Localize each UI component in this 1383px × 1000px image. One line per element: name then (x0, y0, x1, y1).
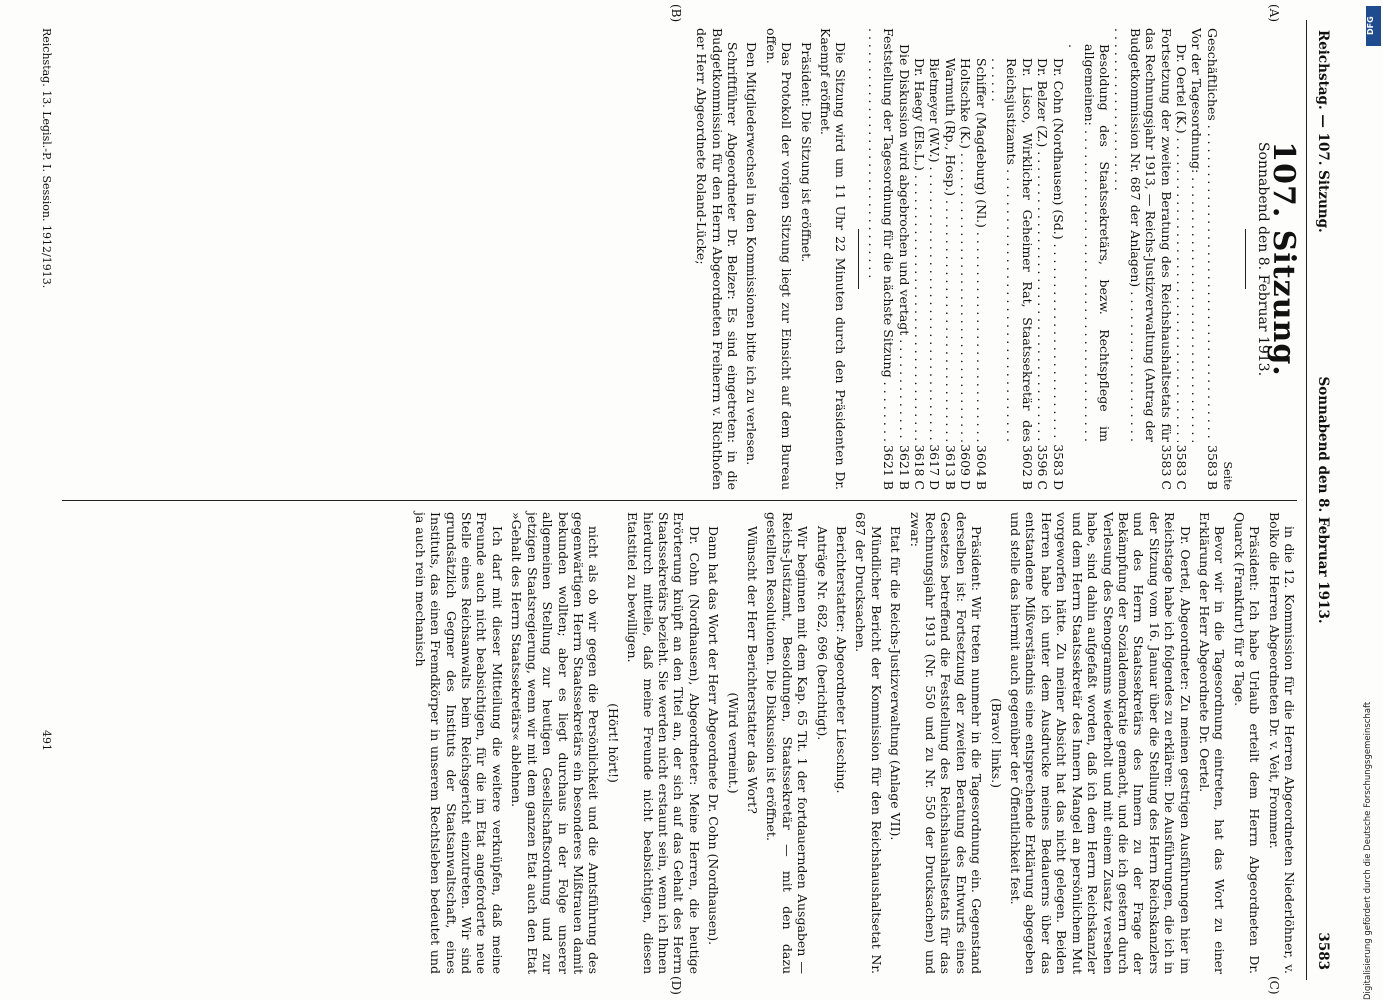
toc-entry-text: Dr. Lisco, Wirklicher Geheimer Rat, Staatssekretär des Reichsjustizamts . . . (989, 58, 1035, 442)
paragraph: Dann hat das Wort der Herr Abgeordnete Dr. Cohn (Nordhausen). (706, 526, 722, 946)
toc-entry (958, 28, 973, 490)
paragraph: Wir beginnen mit dem Kap. 65 Tit. 1 der fortdauernden Ausgaben — Reichs-Justizamt, Besoldungen, Staatssekretär — mit den dazu gestellten Resolutionen. Die Diskussion ist eröffnet. (764, 512, 811, 974)
toc-entry (942, 28, 957, 490)
header-center: Sonnabend den 8. Februar 1913. (1315, 376, 1331, 624)
toc-entry-page: 3621 B (896, 445, 912, 490)
left-column (690, 28, 1301, 490)
toc-entry-text: Fortsetzung der zweiten Beratung des Reichshaushaltsetats für das Rechnungsjahr 1913, — Reichs-Justizverwaltung (Antrag der Budgetkommission Nr. 687 der Anlagen) . . . (1112, 28, 1174, 442)
toc-entry-text: Warmuth (Rp., Hosp.) . . . (942, 58, 957, 442)
toc-entry-text: Geschäftliches . . . (1204, 28, 1219, 442)
toc-entry-text: Feststellung der Tagesordnung für die nächste Sitzung . . . (865, 28, 896, 442)
toc-entry-page: 3617 D (927, 444, 943, 490)
paragraph: Präsident: Ich habe Urlaub erteilt dem Herrn Abgeordneten Dr. Quarck (Frankfurt) für 8 Tage. (1231, 512, 1263, 974)
toc-entry (896, 28, 911, 490)
toc-entry (912, 28, 927, 490)
toc-entry-page: 3621 B (881, 445, 897, 490)
paragraph: Bevor wir in die Tagesordnung eintreten, hat das Wort zu einer Erklärung der Herr Abgeordnete Dr. Oertel. (1196, 512, 1228, 974)
toc-entry (1112, 28, 1174, 490)
paragraph: Präsident: Wir treten nunmehr in die Tagesordnung ein. Gegenstand derselben ist: Fortsetzung der zweiten Beratung des Entwurfs eines Gesetzes betreffend die Feststellung des Reichshaushaltsetats für das Rechnungsjahr 1913 (Nr. 550 und zu Nr. 550 der Drucksachen) und zwar: (907, 512, 985, 974)
paragraph: Dr. Oertel, Abgeordneter: Zu meinen gestrigen Ausführungen hier im Reichstage habe ich folgendes zu erklären: Die Ausführungen, die ich in der Sitzung vom 16. Januar über die Stellung des Herrn Reichskanzlers und des Herrn Staatssekretärs des Innern zu der Frage der Bekämpfung der Sozialdemokratie gemacht, und die ich gestern durch Verlesung des Stenogramms wiederholt und mit einem Zusatz versehen habe, sind dahin aufgefaßt worden, daß ich dem Herrn Reichskanzler und dem Herrn Staatssekretär des Innern Mangel an persönlichem Mut vorgeworfen hätte. Zu meiner Absicht hat das nicht gelegen. Beiden Herren habe ich unter dem Ausdrucke meines Bedauerns über das entstandene Mißverständnis eine entsprechende Erklärung abgegeben und stelle das hiermit auch gegenüber der Öffentlichkeit fest. (1008, 512, 1193, 974)
paragraph: Das Protokoll der vorigen Sitzung liegt zur Einsicht auf dem Bureau offen. (763, 28, 795, 490)
toc-entry-page: 3613 B (942, 445, 958, 490)
toc-entry-page: 3602 B (1019, 445, 1035, 490)
table-of-contents (865, 28, 1219, 490)
toc-entry (1035, 28, 1050, 490)
header-left: Reichstag. — 107. Sitzung. (1315, 30, 1331, 233)
margin-mark-a: (A) (1267, 4, 1281, 23)
right-column-text (412, 512, 1297, 974)
paragraph: Mündlicher Bericht der Kommission für den Reichshaushaltsetat Nr. 687 der Drucksachen. (853, 512, 884, 974)
toc-entry (989, 28, 1035, 490)
header-page-number: 3583 (1315, 932, 1331, 970)
title-rule (1245, 229, 1246, 289)
paragraph: in die 12. Kommission für die Herren Abgeordneten Niederlöhner, v. Bolko die Herren Abgeordneten Dr. v. Veit, Frommer. (1266, 512, 1297, 974)
column-divider (62, 500, 1297, 501)
toc-entry (1066, 28, 1112, 490)
toc-entry (1204, 28, 1219, 490)
session-date: Sonnabend den 8. Februar 1913. (1254, 141, 1271, 377)
footer-session-info: Reichstag. 13. Legisl.-P. I. Session. 1912/1913. (40, 28, 53, 289)
toc-entry (973, 28, 988, 490)
toc-entry-text: Bietmeyer (W.V.) . . . (927, 58, 942, 442)
toc-entry-page: 3596 C (1035, 444, 1051, 490)
toc-entry-text: Dr. Haegy (Els.L.) . . . (912, 58, 927, 442)
toc-entry (1174, 28, 1189, 490)
toc-entry-page: 3609 D (958, 444, 974, 490)
running-header (1309, 30, 1331, 970)
session-title: 107. Sitzung. (1266, 141, 1301, 377)
margin-mark-d: (D) (669, 976, 683, 995)
header-rule (1306, 20, 1307, 980)
paragraph: Präsident: Die Sitzung ist eröffnet. (798, 42, 814, 263)
toc-entry-text: Die Diskussion wird abgebrochen und vertagt . . . (896, 44, 911, 442)
toc-entry-text: Dr. Cohn (Nordhausen) (Sd.) . . . (1050, 58, 1065, 442)
toc-entry (865, 28, 896, 490)
paragraph: (Wird verneint.) (725, 692, 741, 794)
paragraph: Dr. Cohn (Nordhausen), Abgeordneter: Meine Herren, die heutige Erörterung knüpft an den Titel an, der sich auf das Gehalt des Herrn Staatssekretärs bezieht. Sie werden nicht erstaunt sein, wenn ich Ihnen hierdurch mitteile, daß meine Freunde nicht beabsichtigen, diesen Etatstitel zu bewilligen. (625, 512, 702, 974)
margin-mark-c: (C) (1267, 976, 1281, 995)
toc-entry-page: 3604 B (973, 445, 989, 490)
paragraph: Die Sitzung wird um 11 Uhr 22 Minuten durch den Präsidenten Dr. Kaempf eröffnet. (818, 28, 849, 490)
paragraph: Den Mitgliederwechsel in den Kommissionen bitte ich zu verlesen. (744, 42, 760, 466)
left-column-text (694, 28, 849, 490)
paragraph: (Bravo! links.) (988, 698, 1004, 788)
toc-entry-page: 3583 B (1204, 445, 1220, 490)
paragraph: Wünscht der Herr Berichterstatter das Wort? (745, 526, 760, 814)
dfg-credit: Digitalisierung gefördert durch die Deutsche Forschungsgemeinschaft (1363, 701, 1373, 1000)
paragraph: Ich darf mit dieser Mitteilung die weitere verknüpfen, daß meine Freunde auch nicht beabsichtigen, für die im Etat angeforderte neue Stelle eines Reichsanwalts beim Reichsgericht einzutreten. Wir sind grundsätzlich Gegner des Instituts der Staatsanwaltschaft, eines Instituts, das einen Fremdkörper in unserem Rechtsleben bedeutet und ja auch rein mechanisch (412, 512, 505, 974)
footer-page-number: 491 (40, 730, 53, 751)
toc-entry-page: 3583 C (1158, 444, 1174, 490)
toc-rule (858, 229, 859, 289)
toc-entry-text: Schiffer (Magdeburg) (Nl.) . . . (973, 58, 988, 442)
toc-entry-text: Besoldung des Staatssekretärs, bezw. Rechtspflege im allgemeinen: . . . (1066, 44, 1112, 442)
toc-entry (927, 28, 942, 490)
toc-entry (1050, 28, 1065, 490)
dfg-logo: DFG (1366, 6, 1381, 46)
margin-mark-b: (B) (669, 4, 683, 23)
paragraph: Anträge Nr. 682, 696 (berichtigt). (814, 526, 830, 741)
paragraph: Berichterstatter: Abgeordneter Liesching. (834, 526, 850, 794)
paragraph: Etat für die Reichs-Justizverwaltung (Anlage VII). (888, 526, 904, 841)
toc-entry-page: 3618 C (912, 444, 928, 490)
toc-entry-text: Dr. Oertel (K.) . . . (1174, 44, 1189, 442)
toc-entry-text: Dr. Belzer (Z.) . . . (1035, 58, 1050, 442)
toc-entry (1189, 28, 1204, 490)
toc-page-header: Seite (1221, 461, 1235, 490)
paragraph: nicht als ob wir gegen die Persönlichkeit und die Amtsführung des gegenwärtigen Herrn Staatssekretärs ein besonderes Mißtrauen damit bekunden wollten; aber es liegt durchaus in der Folge unserer allgemeinen Stellung zur heutigen Gesellschaftsordnung und zur jetzigen Staatsregierung, wenn wir mit dem ganzen Etat auch den Etat »Gehalt des Herrn Staatssekretärs« ablehnen. (509, 512, 602, 974)
toc-entry-text: Holtschke (K.) . . . (958, 58, 973, 442)
paragraph: (Hört! hört!) (605, 703, 621, 783)
toc-entry-text: Vor der Tagesordnung: . . . (1189, 28, 1204, 442)
right-column (408, 512, 1297, 974)
paragraph: Schriftführer Abgeordneter Dr. Belzer: Es sind eingetreten: in die Budgetkommission für den Herrn Abgeordneten Freiherrn v. Richthofen der Herr Abgeordnete Roland-Lücke; (694, 28, 740, 490)
toc-entry-page: 3583 D (1050, 444, 1066, 490)
toc-entry-page: 3583 C (1173, 444, 1189, 490)
